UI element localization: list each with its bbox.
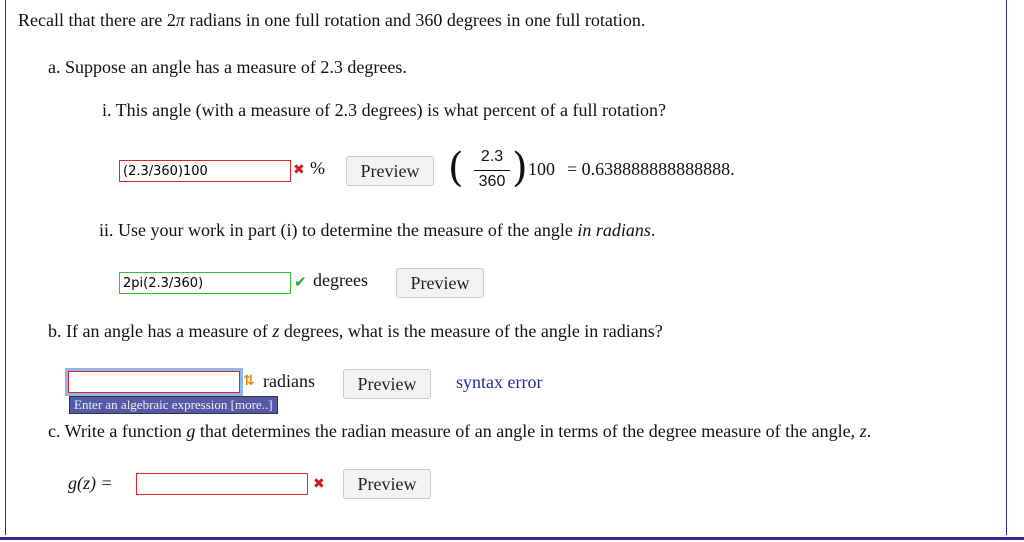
fraction-bar bbox=[474, 170, 510, 171]
part-c-prompt bbox=[48, 421, 871, 442]
var-g: g bbox=[186, 421, 196, 441]
intro-text bbox=[18, 10, 645, 31]
fraction-numerator: 2.3 bbox=[480, 148, 504, 165]
function-label: g(z) = bbox=[68, 473, 113, 493]
left-paren: ( bbox=[448, 145, 464, 191]
problem-frame bbox=[5, 0, 1007, 535]
fraction-denominator: 360 bbox=[478, 173, 506, 190]
input-hint-tooltip[interactable]: Enter an algebraic expression [more..] bbox=[69, 396, 278, 414]
preview-button-a-ii[interactable]: Preview bbox=[396, 268, 484, 298]
part-b-before: b. If an angle has a measure of bbox=[48, 321, 273, 341]
var-z-c: z bbox=[859, 421, 867, 441]
preview-button-a-i[interactable]: Preview bbox=[346, 156, 434, 186]
part-a-ii-before: ii. Use your work in part (i) to determine the measure of the angle bbox=[99, 220, 578, 240]
right-paren: ) bbox=[512, 145, 528, 191]
x-icon: ✖ bbox=[293, 162, 305, 178]
preview-result: = 0.638888888888888. bbox=[567, 159, 735, 179]
part-c-after: . bbox=[866, 421, 872, 441]
part-c-before: c. Write a function bbox=[48, 421, 187, 441]
syntax-error-message: syntax error bbox=[456, 372, 543, 392]
part-b-prompt bbox=[48, 321, 663, 342]
part-b-after: degrees, what is the measure of the angle in radians? bbox=[279, 321, 663, 341]
part-a-ii-prompt bbox=[99, 220, 655, 241]
answer-b-input[interactable] bbox=[68, 371, 240, 393]
preview-button-b[interactable]: Preview bbox=[343, 369, 431, 399]
answer-a-i-input[interactable] bbox=[119, 160, 291, 182]
unit-radians: radians bbox=[263, 371, 315, 391]
part-a-ii-italic: in radians bbox=[577, 220, 651, 240]
preview-button-c[interactable]: Preview bbox=[343, 469, 431, 499]
x-icon: ✖ bbox=[313, 476, 325, 492]
unit-percent: % bbox=[310, 158, 325, 178]
intro-after: radians in one full rotation and 360 degrees in one full rotation. bbox=[184, 10, 646, 30]
pi-symbol: π bbox=[175, 10, 185, 30]
check-icon: ✔ bbox=[294, 273, 307, 291]
answer-c-input[interactable] bbox=[136, 473, 308, 495]
part-a-i-prompt: i. This angle (with a measure of 2.3 degrees) is what percent of a full rotation? bbox=[102, 100, 666, 120]
bottom-divider bbox=[0, 537, 1024, 540]
var-z: z bbox=[272, 321, 280, 341]
answer-a-ii-input[interactable] bbox=[119, 272, 291, 294]
unit-degrees: degrees bbox=[313, 270, 368, 290]
part-a-ii-after: . bbox=[650, 220, 656, 240]
intro-before: Recall that there are 2 bbox=[18, 10, 176, 30]
up-down-arrows-icon: ⇅ bbox=[243, 373, 255, 389]
part-c-mid: that determines the radian measure of an angle in terms of the degree measure of the angle, bbox=[195, 421, 860, 441]
preview-multiplier: 100 bbox=[528, 159, 555, 179]
part-a-prompt: a. Suppose an angle has a measure of 2.3 degrees. bbox=[48, 57, 407, 77]
